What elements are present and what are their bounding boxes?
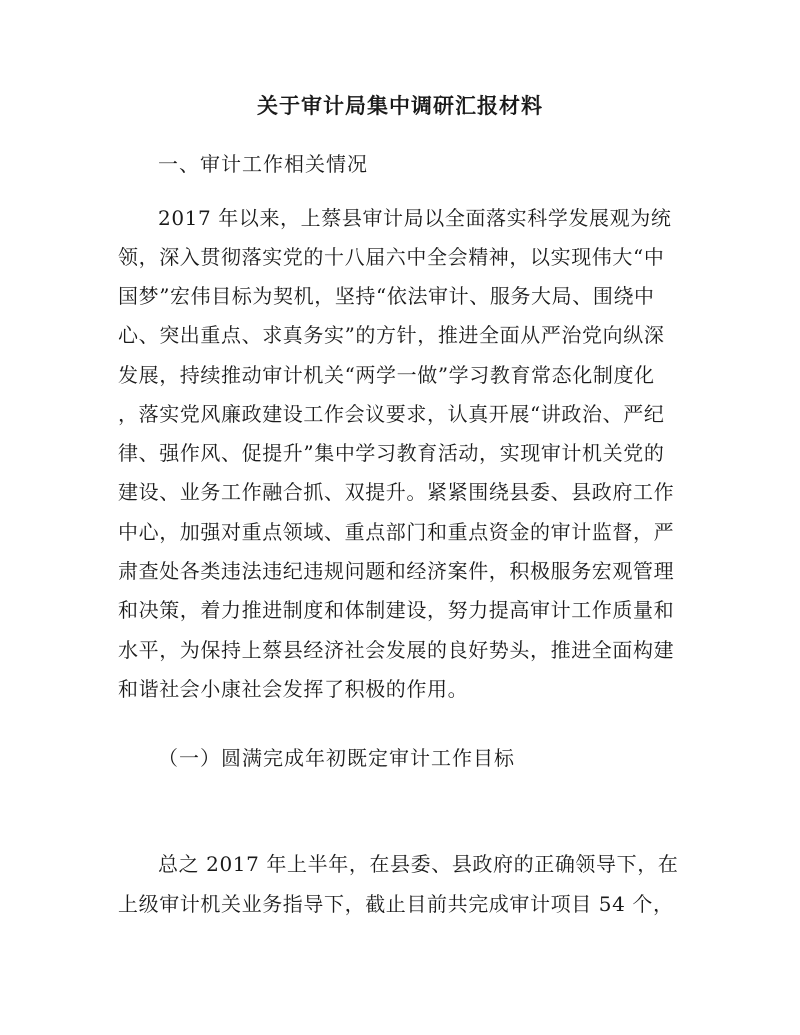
- paragraph-line: 总之 2017 年上半年，在县委、县政府的正确领导下，在: [158, 852, 679, 876]
- paragraph-line: 水平，为保持上蔡县经济社会发展的良好势头，推进全面构建: [118, 638, 675, 662]
- document-title: 关于审计局集中调研汇报材料: [257, 93, 543, 118]
- paragraph-line: 和决策，着力推进制度和体制建设，努力提高审计工作质量和: [118, 598, 675, 622]
- paragraph-line: 发展，持续推动审计机关“两学一做”学习教育常态化制度化: [118, 363, 655, 387]
- paragraph-line: 领，深入贯彻落实党的十八届六中全会精神，以实现伟大“中: [118, 245, 665, 269]
- paragraph-line: 律、强作风、促提升”集中学习教育活动，实现审计机关党的: [118, 441, 665, 465]
- paragraph-line: ，落实党风廉政建设工作会议要求，认真开展“讲政治、严纪: [118, 402, 665, 426]
- paragraph-line: 2017 年以来，上蔡县审计局以全面落实科学发展观为统: [158, 206, 672, 230]
- paragraph-line: 和谐社会小康社会发挥了积极的作用。: [118, 677, 469, 701]
- section-heading: 一、审计工作相关情况: [158, 152, 368, 176]
- paragraph-line: 国梦”宏伟目标为契机，坚持“依法审计、服务大局、围绕中: [118, 284, 655, 308]
- paragraph-line: 上级审计机关业务指导下，截止目前共完成审计项目 54 个，: [118, 892, 674, 916]
- paragraph-line: 肃查处各类违法违纪违规问题和经济案件，积极服务宏观管理: [118, 559, 675, 583]
- paragraph-line: 中心，加强对重点领域、重点部门和重点资金的审计监督，严: [118, 520, 675, 544]
- paragraph-line: 心、突出重点、求真务实”的方针，推进全面从严治党向纵深: [118, 323, 665, 347]
- paragraph-line: 建设、业务工作融合抓、双提升。紧紧围绕县委、县政府工作: [118, 480, 675, 504]
- subsection-heading: （一）圆满完成年初既定审计工作目标: [158, 746, 515, 770]
